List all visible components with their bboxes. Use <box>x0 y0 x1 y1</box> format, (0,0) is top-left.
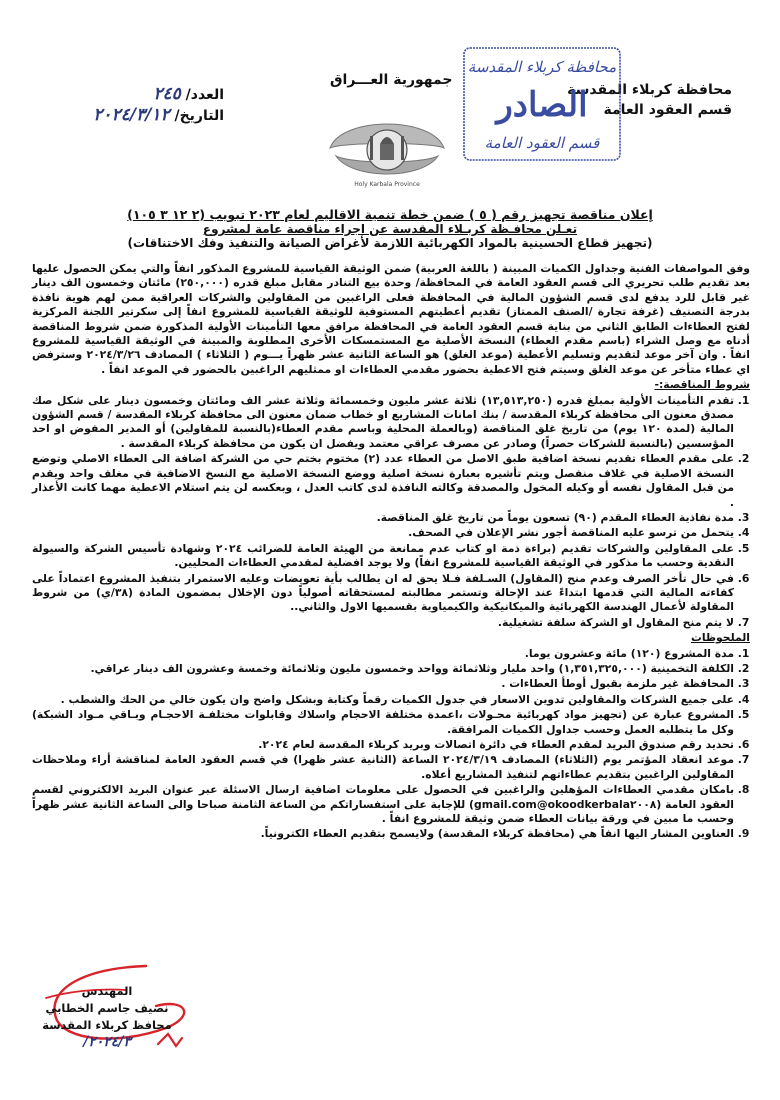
title-line-1: إعلان مناقصة تجهيز رقم ( ٥ ) ضمن خطة تنمية الاقاليم لعام ٢٠٢٣ تبويب (٢ ١٢ ٣ ١٠٥) <box>127 207 653 222</box>
title-line-3: (تجهيز قطاع الحسينية بالمواد الكهربائية اللازمة لأغراض الصيانة والتنفيذ وفك الاختناقات) <box>127 236 653 250</box>
governorate-logo <box>322 102 452 192</box>
notes-list <box>32 647 750 842</box>
department-name: قسم العقود العامة <box>603 102 732 118</box>
reference-number-row <box>74 84 224 105</box>
announcement-title <box>40 208 740 250</box>
note-item: 6. تحديد رقم صندوق البريد لمقدم العطاء في دائرة اتصالات وبريد كربلاء المقدسة لعام ٢٠٢٤. <box>32 738 734 752</box>
conditions-list <box>32 394 750 631</box>
title-line-2: تعـلن محافـظة كربـلاء المقدسة عن اجراء مناقصة عامة لمشروع <box>202 222 578 236</box>
governorate-name: محافظة كربلاء المقدسة <box>567 82 732 98</box>
stamp-main-text: الصادر <box>496 85 588 125</box>
signature-date: ٢٠٢٤/٣/ <box>83 1034 131 1050</box>
note-item: 2. الكلفة التخمينية (١,٣٥١,٣٢٥,٠٠٠) واحد مليار وثلاثمائة وواحد وخمسون مليون وثلاثمائة وخمسة وعشرون الف دينار عراقي. <box>32 662 734 676</box>
note-item: 7. موعد انعقاد المؤتمر يوم (الثلاثاء) المصادف ٢٠٢٤/٣/١٩ الساعة (الثانية عشر ظهرا) في قسم العقود العامة لمناقشة أراء وملاحظات المقاولين الراغبين بتقديم عطاءاتهم لتنفيذ المشاريع أعلاه. <box>32 753 734 782</box>
date-label: التاريخ/ <box>174 108 224 124</box>
stamp-top-text: محافظة كربلاء المقدسة <box>467 58 617 76</box>
note-item: 4. على جميع الشركات والمقاولين تدوين الاسعار في جدول الكميات رقماً وكتابة وبشكل واضح وان يكون خالي من الحك والشطب . <box>32 693 734 707</box>
issued-stamp <box>462 46 622 162</box>
number-label: العدد/ <box>185 87 224 103</box>
intro-paragraph: وفق المواصفات الفنية وجداول الكميات المبينة ( باللغة العربية) ضمن الوثيقة القياسية للمشروع المذكور انفاً والتي يمكن الحصول عليها بعد تقديم طلب تحريري الى قسم العقود العامة في المحافظة/ وحدة بيع التنادر مقابل مبلغ قدره (٢٥٠,٠٠٠) مائتان وخمسون الف دينار غير قابل للرد يدفع لدى قسم الشؤون المالية في المحافظة فعلى الراغبين من المقاولين والشركات العراقية ممن لهم هوية نافذة بدرجة التصنيف (غرفة تجارة /الصنف الممتاز) تقديم أعطيتهم المستوفية للوثيقة القياسية للمشروع انفاً إلى سكرتير اللجنة المركزية لفتح العطاءات الطابق الثاني من بناية قسم العقود العامة في المحافظة مرافق معها التأمينات الأولية المذكورة ضمن شروط المناقصة أدناه مع وصل الشراء (باسم مقدم العطاء) النسخة الأصلية مع المستمسكات الأخرى المطلوبة والمبينة في الوثيقة القياسية للمشروع انفاً . وان آخر موعد لتقديم وتسليم الأعطية (موعد الغلق) هو الساعة الثانية عشر ظهراً يـــوم ( الثلاثاء ) المصادف ٢٠٢٤/٣/٢٦ وسترفض اي عطاء متأخر عن موعد الغلق وسيتم فتح الاعطية بحضور مقدمي العطاءات او ممثليهم الراغبين بالحضور في الموعد انفاً . <box>32 262 750 376</box>
notes-title: الملحوظات <box>690 631 750 645</box>
country-name: جمهورية العـــراق <box>330 72 453 88</box>
note-item: 3. المحافظة غير ملزمة بقبول أوطأ العطاءات . <box>32 677 734 691</box>
note-item: 8. بامكان مقدمي العطاءات المؤهلين والراغبين في الحصول على معلومات اضافية ارسال الاسئلة عبر عنوان البريد الالكتروني لقسم العقود العامة (okoodkerbala٢٠٠٨@gmail.com) للإجابة على استفساراتكم من الساعة الثامنة صباحا والى الساعة الثانية عشر ظهراً وحسب ما مبين في ورقة بيانات العطاء ضمن وثيقة للمشروع انفاً . <box>32 783 734 826</box>
note-item: 9. العناوين المشار اليها انفاً هي (محافظة كربلاء المقدسة) ولايسمح بتقديم العطاء الكترونياً. <box>32 827 734 841</box>
condition-item: 2. على مقدم العطاء تقديم نسخة اضافية طبق الاصل من العطاء عدد (٢) مختوم بختم حي من الشركة اضافة الى العطاء الاصلي وتوضع النسخة الاصلية في غلاف منفصل ويتم تأشيره بعبارة نسخة اصلية ووضع النسخة الاصلية مع النسخ الاضافية في مغلف واحد ويقدم من قبل المقاول نفسه أو وكيله المخول والمصدقة وكالته النافذة لدى كاتب العدل ، وبعكسه لن يتم استلام الاعطية مهما كانت الأعذار . <box>32 452 734 510</box>
logo-caption: Holy Karbala Province <box>354 181 420 188</box>
date-value: ٢٠٢٤/٣/١٢ <box>93 105 170 125</box>
condition-item: 3. مدة نفاذية العطاء المقدم (٩٠) تسعون يوماً من تاريخ غلق المناقصة. <box>32 511 734 525</box>
stamp-bottom-text: قسم العقود العامة <box>484 134 600 152</box>
signatory-title: المهندس <box>81 984 133 998</box>
signatory-name: نصيف جاسم الخطابي <box>45 1001 169 1015</box>
condition-item: 7. لا يتم منح المقاول او الشركة سلفة تشغيلية. <box>32 616 734 630</box>
condition-item: 6. في حال تأخر الصرف وعدم منح (المقاول) السـلفة فـلا يحق له ان يطالب بأية تعويضات وعليه الاستمرار بتنفيذ المشروع اعتماداً على كفاءته المالية التي قدمها ابتداءً عند الإحالة وتستمر مطالبته لمستحقاته أصولياً دون الإخلال بمضمون المادة (٣٨/ي) من شروط المقاولة لأعمال الهندسة الكهربائية والميكانيكية والكيمياوية بقسميها الاول والثاني.. <box>32 572 734 615</box>
reference-date-row <box>74 105 224 126</box>
condition-item: 1. تقدم التأمينات الأولية بمبلغ قدره (١٣,٥١٣,٢٥٠) ثلاثة عشر مليون وخمسمائة وثلاثة عشر الف ومائتان وخمسون دينار على شكل صك مصدق معنون الى محافظة كربلاء المقدسة / بنك امانات المشاريع او خطاب ضمان معنون الى محافظة كربلاء المقدسة / قسم الشؤون المالية (لمدة ١٢٠ يوم) من تاريخ غلق المناقصة (وبالعملة المحلية وباسم مقدم العطاء(بالنسبة للمقاولين) أو المدير المفوض او احد المؤسسين (بالنسبة للشركات حصراً) وصادر عن مصرف عراقي معتمد ويفضل ان يكون من محافظة كربلاء المقدسة . <box>32 394 734 452</box>
note-item: 5. المشروع عبارة عن (تجهيز مواد كهربائية محـولات ،اعمدة مختلفة الاحجام واسلاك وقابلوات مختلفـة الاحجـام وبـاقي مـواد الشبكة) وكل ما يتطلبه العمل وحسب جداول الكميات المرافقة. <box>32 708 734 737</box>
signature-block <box>32 983 182 1051</box>
signatory-position: محافظ كربلاء المقدسة <box>42 1018 172 1032</box>
condition-item: 4. يتحمل من ترسو عليه المناقصة أجور نشر الإعلان في الصحف. <box>32 526 734 540</box>
conditions-title: شروط المناقصة:- <box>654 378 750 392</box>
number-value: ٢٤٥ <box>153 84 181 104</box>
note-item: 1. مدة المشروع (١٢٠) مائة وعشرون يوما. <box>32 647 734 661</box>
header-reference <box>74 84 224 126</box>
announcement-body <box>32 262 750 843</box>
condition-item: 5. على المقاولين والشركات تقديم (براءة ذمة او كتاب عدم ممانعة من الهيئة العامة للضرائب ٢٠٢٤ وشهادة تأسيس الشركة والسيولة النقدية وحسب ما مذكور في الوثيقة القياسية للمشروع انفاً) ولا يوجد افضلية لمقدمي العطاءات المحليين. <box>32 542 734 571</box>
